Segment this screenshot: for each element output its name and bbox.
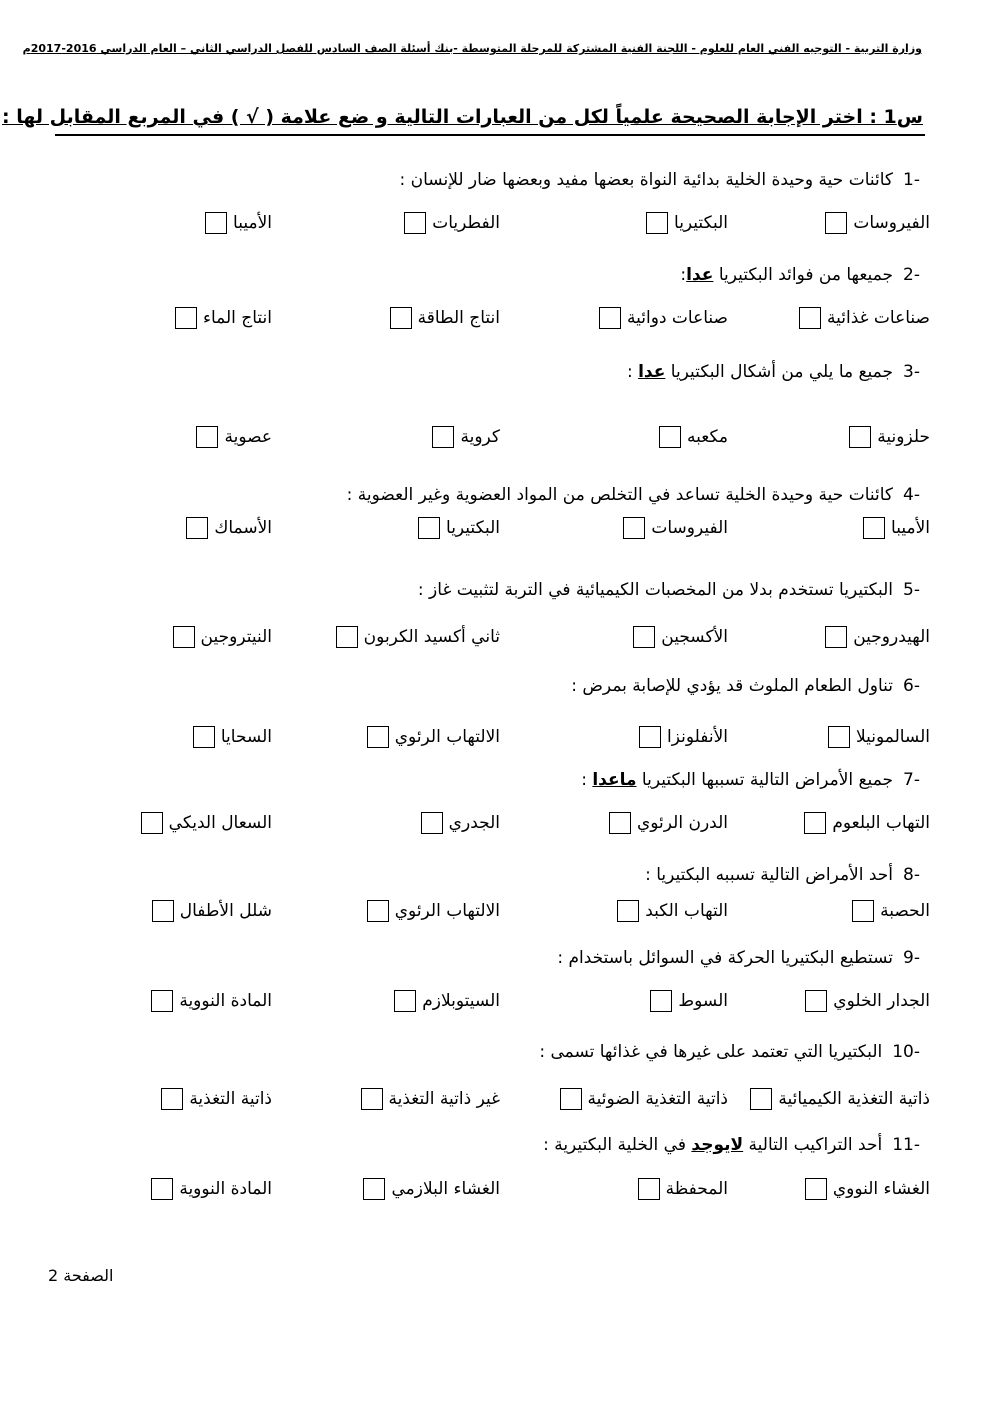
answer-label: الجدار الخلوي bbox=[833, 991, 930, 1011]
question-number: -3 bbox=[903, 362, 920, 382]
answer-label: غير ذاتية التغذية bbox=[388, 1089, 500, 1109]
answer-checkbox[interactable] bbox=[623, 517, 645, 539]
answer-checkbox[interactable] bbox=[205, 212, 227, 234]
answer-label: الأكسجين bbox=[661, 627, 728, 647]
answer-checkbox[interactable] bbox=[639, 726, 661, 748]
answer-option[interactable] bbox=[394, 990, 500, 1012]
question-number: -2 bbox=[903, 265, 920, 285]
answer-option[interactable] bbox=[805, 990, 930, 1012]
answer-option[interactable] bbox=[421, 812, 500, 834]
answer-checkbox[interactable] bbox=[799, 307, 821, 329]
answer-label: الالتهاب الرئوي bbox=[394, 901, 500, 921]
page-header: وزارة التربية - التوجيه الفني العام للعلوم - اللجنة الفنية المشتركة للمرحلة المتوسطة -بنك أسئلة الصف السادس للفصل الدراسي الثاني – العام الدراسي 2016-2017م bbox=[22, 42, 922, 55]
answer-checkbox[interactable] bbox=[599, 307, 621, 329]
answer-checkbox[interactable] bbox=[141, 812, 163, 834]
answer-checkbox[interactable] bbox=[404, 212, 426, 234]
answer-option[interactable] bbox=[193, 726, 272, 748]
answer-checkbox[interactable] bbox=[196, 426, 218, 448]
answer-checkbox[interactable] bbox=[852, 900, 874, 922]
answer-label: الغشاء النووي bbox=[832, 1179, 930, 1199]
answer-label: التهاب البلعوم bbox=[832, 813, 930, 833]
answer-label: السيتوبلازم bbox=[422, 991, 500, 1011]
answer-option[interactable] bbox=[390, 307, 500, 329]
question-keyword: لايوجد bbox=[691, 1135, 744, 1155]
question-stem: كائنات حية وحيدة الخلية بدائية النواة بعضها مفيد وبعضها ضار للإنسان : bbox=[399, 170, 894, 190]
answer-label: الغشاء البلازمي bbox=[391, 1179, 500, 1199]
answer-label: السحايا bbox=[220, 727, 272, 747]
answer-option[interactable] bbox=[863, 517, 930, 539]
answer-checkbox[interactable] bbox=[650, 990, 672, 1012]
answer-label: البكتيريا bbox=[446, 518, 500, 538]
answer-option[interactable] bbox=[623, 517, 728, 539]
question-stem: تناول الطعام الملوث قد يؤدي للإصابة بمرض : bbox=[571, 676, 894, 696]
answer-label: النيتروجين bbox=[200, 627, 272, 647]
answer-checkbox[interactable] bbox=[805, 990, 827, 1012]
answer-label: مكعبه bbox=[687, 427, 728, 447]
answer-option[interactable] bbox=[617, 900, 728, 922]
question-number: -11 bbox=[892, 1135, 920, 1155]
answer-checkbox[interactable] bbox=[421, 812, 443, 834]
answer-checkbox[interactable] bbox=[336, 626, 358, 648]
question-stem: جميعها من فوائد البكتيريا bbox=[713, 265, 894, 285]
question-3-text bbox=[627, 362, 920, 382]
question-stem: جميع ما يلي من أشكال البكتيريا bbox=[665, 362, 894, 382]
question-stem: البكتيريا التي تعتمد على غيرها في غذائها تسمى : bbox=[539, 1042, 883, 1062]
answer-label: الفيروسات bbox=[853, 213, 930, 233]
answer-option[interactable] bbox=[825, 626, 930, 648]
answer-option[interactable] bbox=[161, 1088, 272, 1110]
question-keyword: ماعدا bbox=[592, 770, 637, 790]
answer-checkbox[interactable] bbox=[828, 726, 850, 748]
answer-label: الأميبا bbox=[233, 213, 272, 233]
question-keyword: عدا bbox=[638, 362, 666, 382]
answer-option[interactable] bbox=[151, 990, 272, 1012]
question-stem: كائنات حية وحيدة الخلية تساعد في التخلص من المواد العضوية وغير العضوية : bbox=[346, 485, 894, 505]
answer-option[interactable] bbox=[152, 900, 272, 922]
question-5-text bbox=[418, 580, 920, 600]
answer-label: الأسماك bbox=[214, 518, 272, 538]
answer-checkbox[interactable] bbox=[633, 626, 655, 648]
answer-checkbox[interactable] bbox=[418, 517, 440, 539]
question-2-text bbox=[680, 265, 920, 285]
answer-option[interactable] bbox=[418, 517, 500, 539]
answer-option[interactable] bbox=[825, 212, 930, 234]
answer-option[interactable] bbox=[367, 726, 500, 748]
answer-checkbox[interactable] bbox=[363, 1178, 385, 1200]
answer-checkbox[interactable] bbox=[609, 812, 631, 834]
question-stem: البكتيريا تستخدم بدلا من المخصبات الكيميائية في التربة لتثبيت غاز : bbox=[417, 580, 894, 600]
question-stem-end: : bbox=[626, 362, 639, 382]
answer-option[interactable] bbox=[849, 426, 930, 448]
answer-label: الحصبة bbox=[880, 901, 930, 921]
question-6-text bbox=[571, 676, 920, 696]
answer-checkbox[interactable] bbox=[152, 900, 174, 922]
question-stem: جميع الأمراض التالية تسببها البكتيريا bbox=[636, 770, 894, 790]
answer-option[interactable] bbox=[363, 1178, 500, 1200]
answer-option[interactable] bbox=[633, 626, 728, 648]
answer-label: الجدري bbox=[448, 813, 500, 833]
question-number: -7 bbox=[903, 770, 920, 790]
answer-label: الالتهاب الرئوي bbox=[394, 727, 500, 747]
answer-label: عصوية bbox=[224, 427, 272, 447]
answer-checkbox[interactable] bbox=[173, 626, 195, 648]
answer-checkbox[interactable] bbox=[617, 900, 639, 922]
question-10-text bbox=[539, 1042, 920, 1062]
answer-label: الدرن الرئوي bbox=[636, 813, 728, 833]
answer-label: السالمونيلا bbox=[855, 727, 930, 747]
answer-checkbox[interactable] bbox=[659, 426, 681, 448]
answer-checkbox[interactable] bbox=[849, 426, 871, 448]
question-stem: تستطيع البكتيريا الحركة في السوائل باستخدام : bbox=[557, 948, 894, 968]
answer-label: صناعات دوائية bbox=[627, 308, 728, 328]
answer-option[interactable] bbox=[560, 1088, 728, 1110]
answer-checkbox[interactable] bbox=[805, 1178, 827, 1200]
answer-label: السعال الديكي bbox=[168, 813, 272, 833]
question-number: -5 bbox=[903, 580, 920, 600]
answer-option[interactable] bbox=[173, 626, 272, 648]
answer-checkbox[interactable] bbox=[432, 426, 454, 448]
question-1-text bbox=[400, 170, 921, 190]
answer-checkbox[interactable] bbox=[390, 307, 412, 329]
answer-checkbox[interactable] bbox=[151, 1178, 173, 1200]
answer-option[interactable] bbox=[646, 212, 728, 234]
question-stem-end: : bbox=[581, 770, 593, 790]
answer-checkbox[interactable] bbox=[750, 1088, 772, 1110]
answer-option[interactable] bbox=[205, 212, 272, 234]
answer-option[interactable] bbox=[799, 307, 930, 329]
answer-option[interactable] bbox=[639, 726, 728, 748]
answer-label: ذاتية التغذية bbox=[189, 1089, 272, 1109]
answer-label: كروية bbox=[460, 427, 500, 447]
answer-option[interactable] bbox=[805, 1178, 930, 1200]
answer-label: ذاتية التغذية الضوئية bbox=[587, 1089, 728, 1109]
question-number: -1 bbox=[903, 170, 920, 190]
answer-checkbox[interactable] bbox=[825, 212, 847, 234]
answer-checkbox[interactable] bbox=[560, 1088, 582, 1110]
question-9-text bbox=[557, 948, 920, 968]
answer-option[interactable] bbox=[599, 307, 728, 329]
question-4-text bbox=[347, 485, 920, 505]
answer-label: انتاج الطاقة bbox=[417, 308, 500, 328]
answer-option[interactable] bbox=[151, 1178, 272, 1200]
answer-label: السوط bbox=[678, 991, 728, 1011]
answer-label: انتاج الماء bbox=[202, 308, 272, 328]
answer-label: المحفظة bbox=[665, 1179, 728, 1199]
answer-label: الفيروسات bbox=[651, 518, 728, 538]
answer-label: حلزونية bbox=[877, 427, 930, 447]
answer-option[interactable] bbox=[361, 1088, 500, 1110]
question-keyword: عدا bbox=[686, 265, 714, 285]
answer-option[interactable] bbox=[828, 726, 930, 748]
answer-checkbox[interactable] bbox=[638, 1178, 660, 1200]
question-stem-end: في الخلية البكتيرية : bbox=[543, 1135, 692, 1155]
question-number: -8 bbox=[903, 865, 920, 885]
section-title: س1 : اختر الإجابة الصحيحة علمياً لكل من العبارات التالية و ضع علامة ( √ ) في المربع المقابل لها : bbox=[55, 106, 925, 136]
answer-option[interactable] bbox=[404, 212, 500, 234]
answer-label: المادة النووية bbox=[179, 1179, 272, 1199]
answer-checkbox[interactable] bbox=[367, 900, 389, 922]
answer-option[interactable] bbox=[196, 426, 272, 448]
answer-label: ثاني أكسيد الكربون bbox=[363, 627, 500, 647]
question-7-text bbox=[581, 770, 920, 790]
answer-label: البكتيريا bbox=[674, 213, 728, 233]
answer-label: الهيدروجين bbox=[853, 627, 930, 647]
question-number: -9 bbox=[903, 948, 920, 968]
answer-option[interactable] bbox=[852, 900, 930, 922]
answer-option[interactable] bbox=[186, 517, 272, 539]
question-stem: أحد التراكيب التالية bbox=[743, 1135, 883, 1155]
answer-option[interactable] bbox=[432, 426, 500, 448]
answer-label: صناعات غذائية bbox=[827, 308, 930, 328]
answer-label: شلل الأطفال bbox=[179, 901, 272, 921]
question-8-text bbox=[645, 865, 920, 885]
answer-label: التهاب الكبد bbox=[645, 901, 728, 921]
answer-checkbox[interactable] bbox=[175, 307, 197, 329]
answer-option[interactable] bbox=[609, 812, 728, 834]
answer-label: الأنفلونزا bbox=[667, 727, 728, 747]
answer-checkbox[interactable] bbox=[863, 517, 885, 539]
answer-checkbox[interactable] bbox=[186, 517, 208, 539]
answer-option[interactable] bbox=[804, 812, 930, 834]
answer-option[interactable] bbox=[141, 812, 272, 834]
answer-option[interactable] bbox=[175, 307, 272, 329]
question-number: -4 bbox=[903, 485, 920, 505]
answer-label: الفطريات bbox=[432, 213, 500, 233]
answer-option[interactable] bbox=[650, 990, 728, 1012]
answer-checkbox[interactable] bbox=[361, 1088, 383, 1110]
answer-checkbox[interactable] bbox=[193, 726, 215, 748]
answer-label: المادة النووية bbox=[179, 991, 272, 1011]
answer-checkbox[interactable] bbox=[394, 990, 416, 1012]
answer-option[interactable] bbox=[336, 626, 500, 648]
answer-checkbox[interactable] bbox=[367, 726, 389, 748]
answer-checkbox[interactable] bbox=[804, 812, 826, 834]
answer-checkbox[interactable] bbox=[825, 626, 847, 648]
answer-option[interactable] bbox=[659, 426, 728, 448]
page-number: الصفحة 2 bbox=[48, 1266, 114, 1285]
answer-checkbox[interactable] bbox=[161, 1088, 183, 1110]
answer-label: ذاتية التغذية الكيميائية bbox=[778, 1089, 930, 1109]
question-stem: أحد الأمراض التالية تسببه البكتيريا : bbox=[645, 865, 894, 885]
question-number: -10 bbox=[892, 1042, 920, 1062]
answer-checkbox[interactable] bbox=[646, 212, 668, 234]
answer-label: الأميبا bbox=[891, 518, 930, 538]
answer-option[interactable] bbox=[638, 1178, 728, 1200]
question-number: -6 bbox=[903, 676, 920, 696]
answer-option[interactable] bbox=[750, 1088, 930, 1110]
answer-option[interactable] bbox=[367, 900, 500, 922]
answer-checkbox[interactable] bbox=[151, 990, 173, 1012]
question-stem-end: : bbox=[680, 265, 687, 285]
question-11-text bbox=[543, 1135, 920, 1155]
